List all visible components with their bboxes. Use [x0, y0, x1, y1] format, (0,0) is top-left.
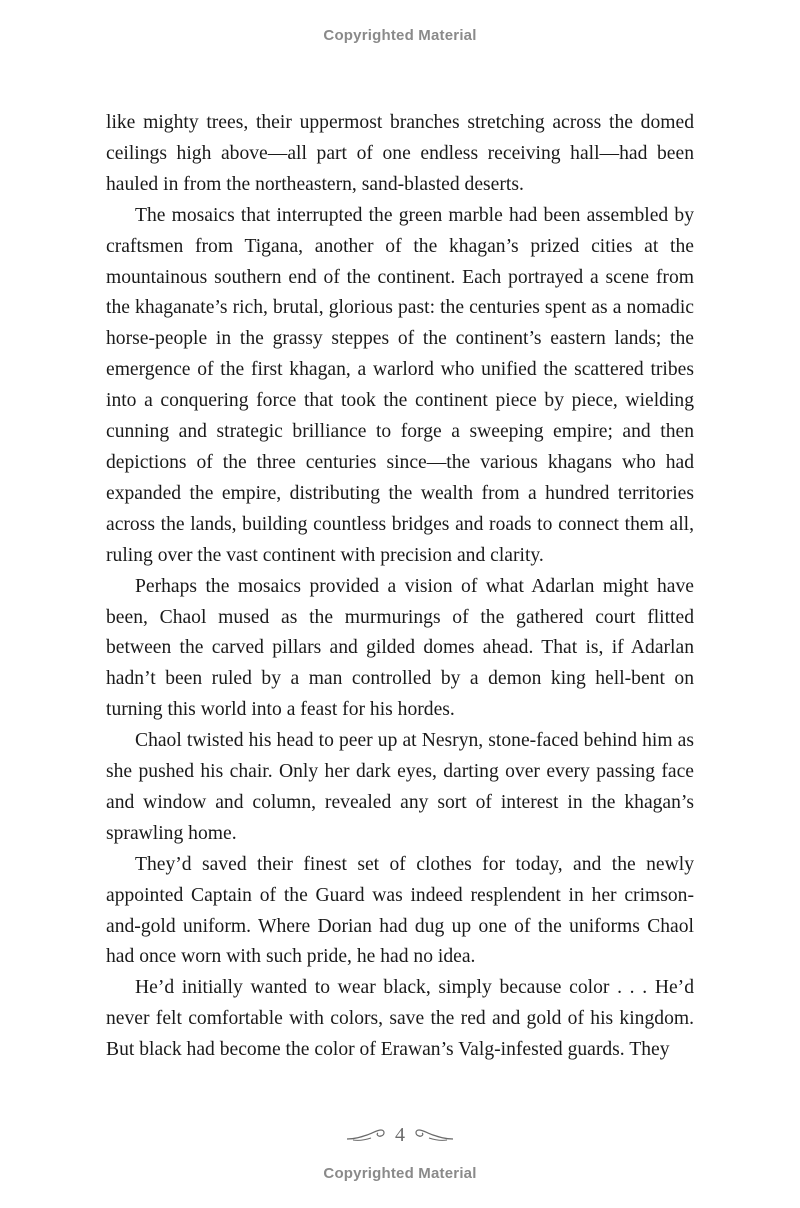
right-flourish-icon [413, 1126, 455, 1144]
page-number: 4 [395, 1123, 405, 1146]
header-watermark: Copyrighted Material [323, 27, 477, 44]
paragraph: like mighty trees, their uppermost branches stretching across the domed ceilings high above—all part of one endless receiving hall—had been hauled in from the northeastern, sand-blasted deserts. [106, 112, 694, 195]
body-text [106, 108, 694, 1066]
left-flourish-icon [345, 1126, 387, 1144]
footer-watermark: Copyrighted Material [323, 1165, 477, 1182]
paragraph: They’d saved their finest set of clothes for today, and the newly appointed Captain of the Guard was indeed resplendent in her crimson-and-gold uniform. Where Dorian had dug up one of the uniforms Chaol had once worn with such pride, he had no idea. [106, 853, 694, 968]
paragraph: Chaol twisted his head to peer up at Nesryn, stone-faced behind him as she pushed his chair. Only her dark eyes, darting over every passing face and window and column, revealed any sort of interest in the khagan’s sprawling home. [106, 730, 694, 844]
paragraph: Perhaps the mosaics provided a vision of what Adarlan might have been, Chaol mused as the murmurings of the gathered court flitted between the carved pillars and gilded domes ahead. That is, if Adarlan hadn’t been ruled by a man controlled by a demon king hell-bent on turning this world into a feast for his hordes. [106, 575, 694, 721]
page-folio [0, 1120, 800, 1150]
paragraph: The mosaics that interrupted the green marble had been assembled by craftsmen from Tigana, another of the khagan’s prized cities at the mountainous southern end of the continent. Each portrayed a scene from the khaganate’s rich, brutal, glorious past: the centuries spent as a nomadic horse-people in the grassy steppes of the continent’s eastern lands; the emergence of the first khagan, a warlord who unified the scattered tribes into a conquering force that took the continent piece by piece, wielding cunning and strategic brilliance to forge a sweeping empire; and then depictions of the three centuries since—the various khagans who had expanded the empire, distributing the wealth from a hundred territories across the lands, building countless bridges and roads to connect them all, ruling over the vast continent with precision and clarity. [106, 204, 694, 566]
paragraph: He’d initially wanted to wear black, simply because color . . . He’d never felt comfortable with colors, save the red and gold of his kingdom. But black had become the color of Erawan’s Valg-infested guards. They [106, 977, 694, 1061]
